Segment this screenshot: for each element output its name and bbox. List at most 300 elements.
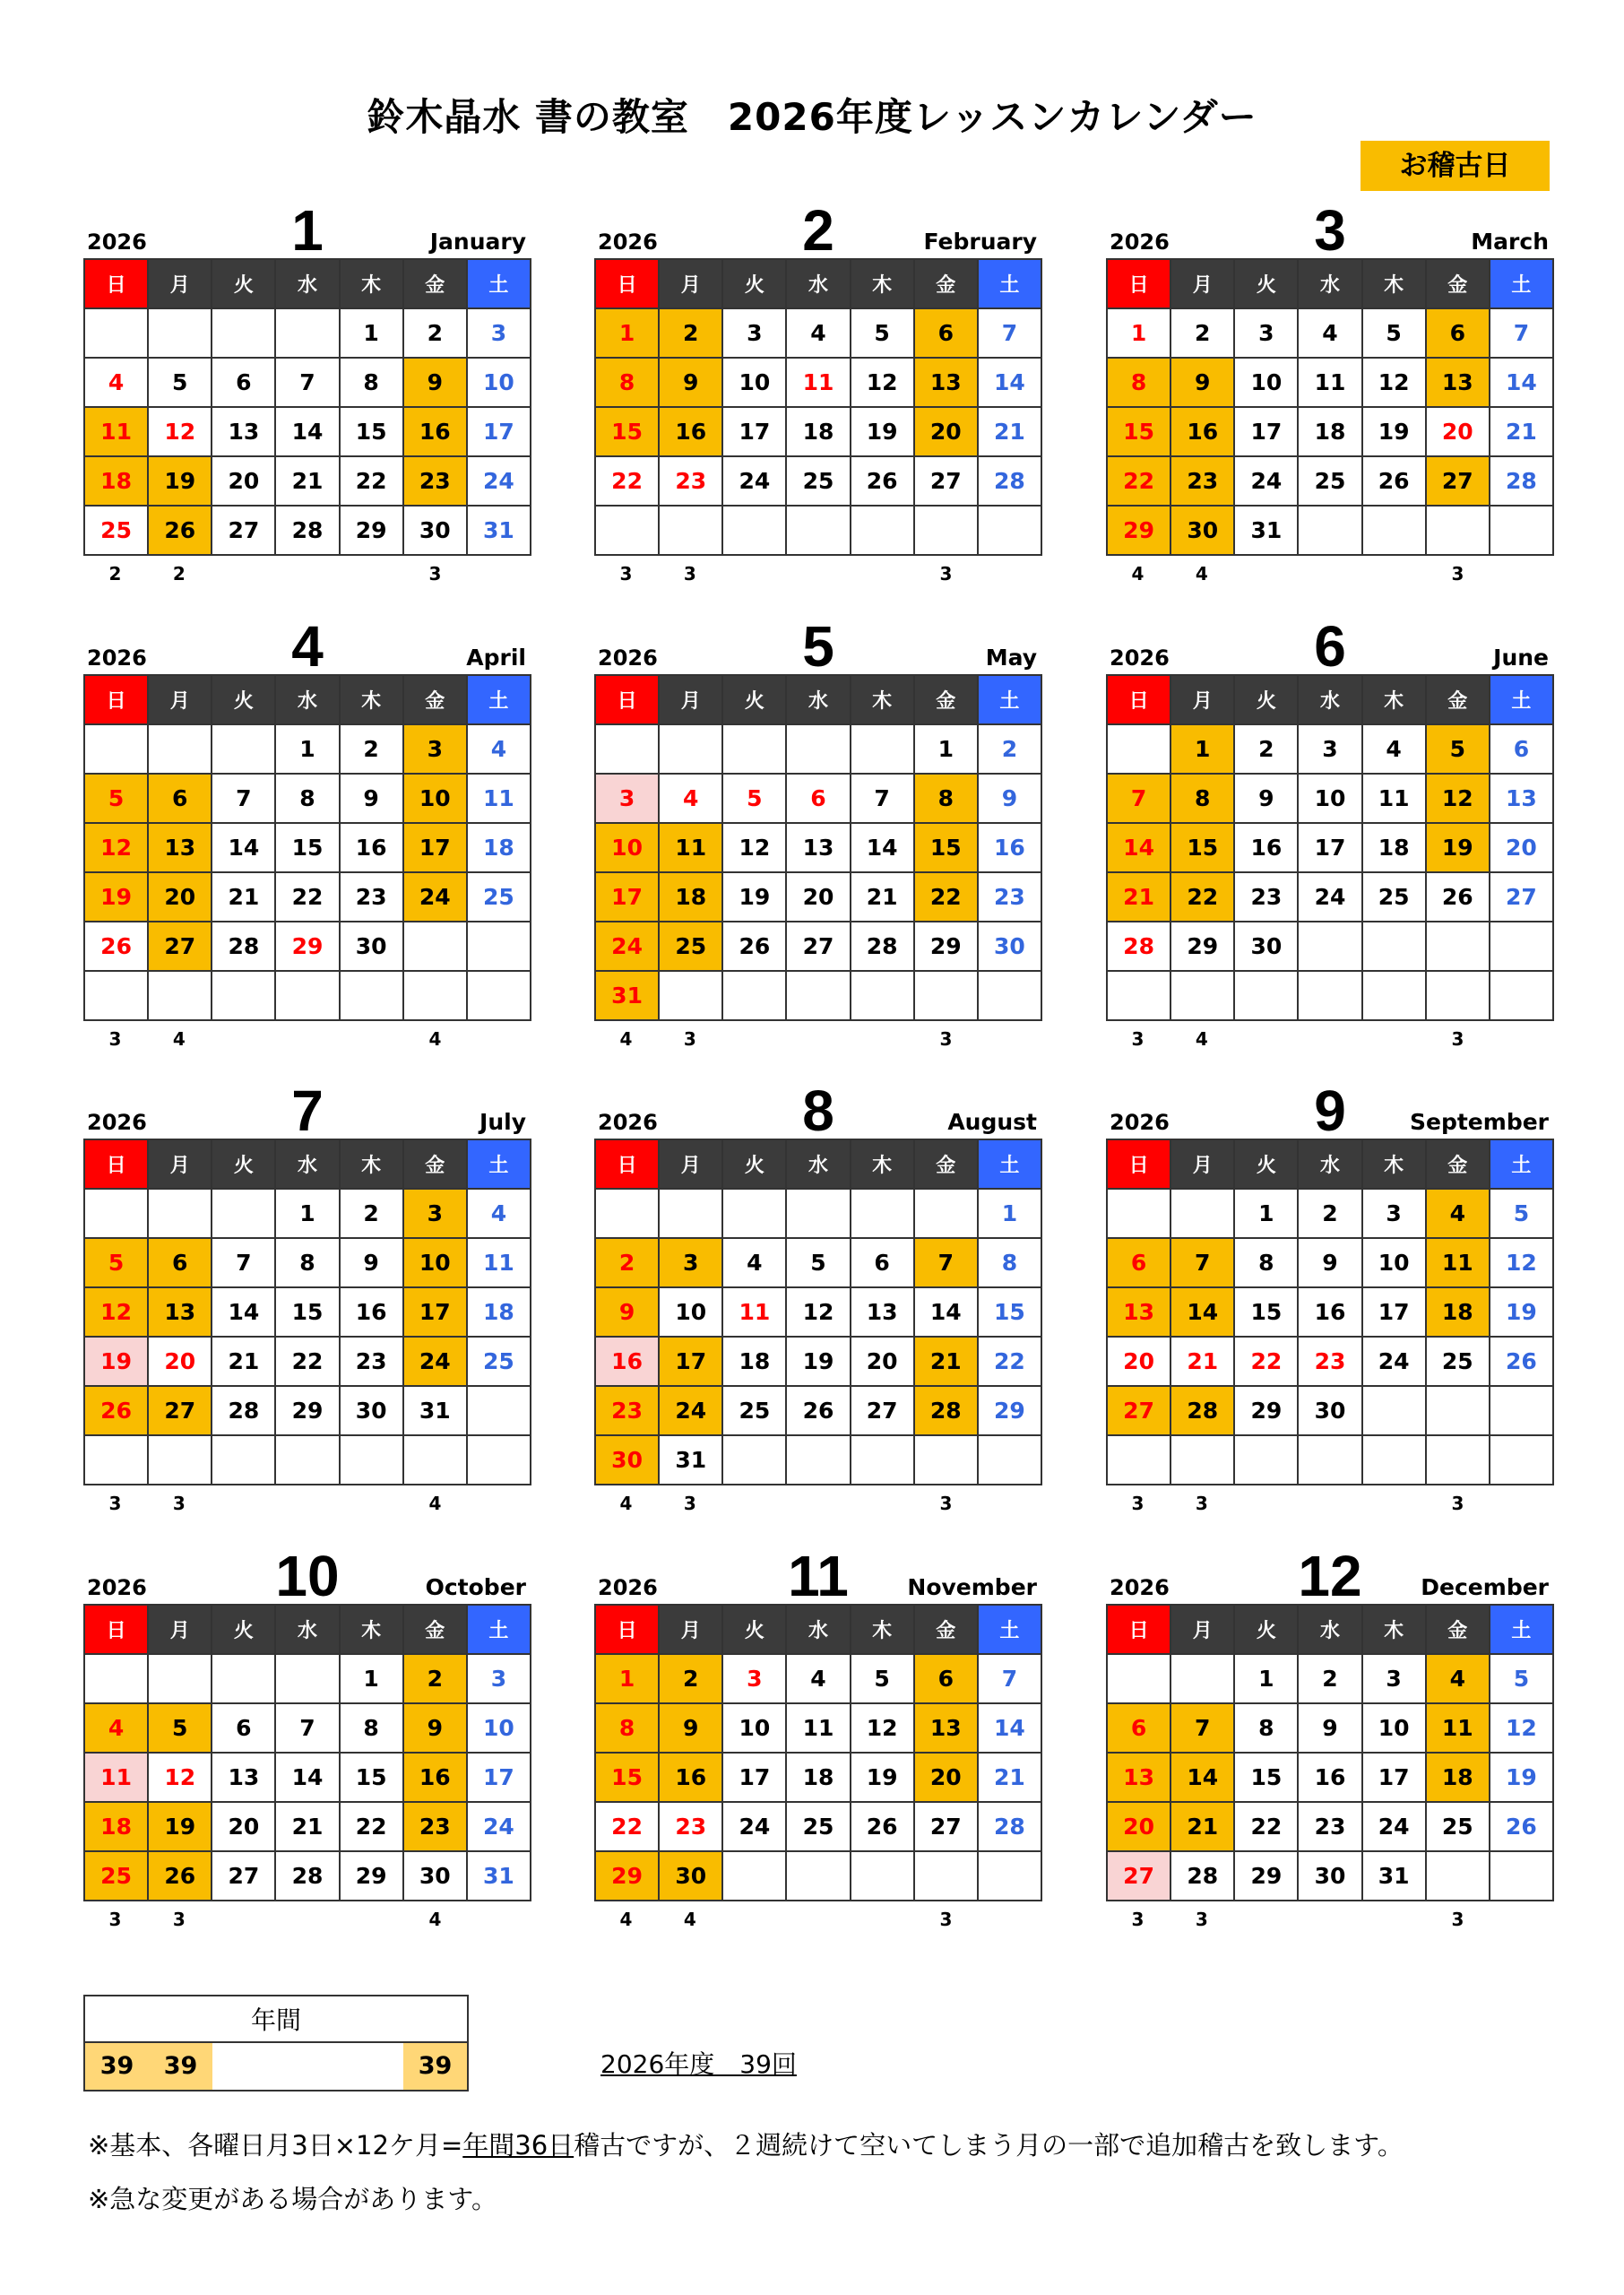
day-cell: 22 <box>595 456 659 506</box>
weekday-header: 土 <box>467 259 531 308</box>
day-cell: 7 <box>978 308 1041 358</box>
weekday-header: 月 <box>1170 1139 1234 1189</box>
weekday-header-row <box>84 675 531 724</box>
day-cell: 21 <box>1107 872 1170 922</box>
day-cell <box>1362 971 1426 1020</box>
week-row <box>84 724 531 774</box>
week-row <box>1107 407 1553 456</box>
day-cell: 16 <box>659 1753 722 1802</box>
weekday-header: 月 <box>659 675 722 724</box>
day-cell: 18 <box>1362 823 1426 872</box>
day-cell: 7 <box>851 774 914 823</box>
day-cell: 7 <box>275 1703 339 1753</box>
week-row <box>595 922 1041 971</box>
day-cell <box>148 308 212 358</box>
day-cell: 16 <box>1234 823 1298 872</box>
day-cell: 27 <box>212 506 275 555</box>
week-row <box>84 1703 531 1753</box>
page-title: 鈴木晶水 書の教室 2026年度レッスンカレンダー <box>367 95 1257 139</box>
day-cell: 26 <box>148 1851 212 1901</box>
day-cell: 15 <box>1170 823 1234 872</box>
weekday-header: 木 <box>1362 1139 1426 1189</box>
month-header <box>594 198 1042 263</box>
day-cell <box>1170 1654 1234 1703</box>
day-cell <box>1362 506 1426 555</box>
day-cell: 4 <box>84 358 148 407</box>
annual-sun: 39 <box>85 2043 149 2090</box>
month-year: 2026 <box>1110 645 1170 671</box>
day-cell: 30 <box>403 1851 467 1901</box>
day-cell: 15 <box>914 823 978 872</box>
day-cell: 9 <box>595 1287 659 1337</box>
week-row <box>84 1189 531 1238</box>
week-row <box>1107 506 1553 555</box>
weekday-header: 月 <box>148 1139 212 1189</box>
month-name: April <box>466 645 526 671</box>
weekday-header: 火 <box>212 259 275 308</box>
weekday-count: 4 <box>1195 1028 1208 1050</box>
day-cell: 30 <box>1170 506 1234 555</box>
day-cell <box>1426 1851 1490 1901</box>
day-cell: 11 <box>1426 1238 1490 1287</box>
day-cell: 29 <box>275 922 339 971</box>
day-cell: 11 <box>1298 358 1361 407</box>
day-cell: 9 <box>340 1238 403 1287</box>
day-cell <box>84 1654 148 1703</box>
weekday-header: 日 <box>1107 1605 1170 1654</box>
weekday-header: 月 <box>659 1605 722 1654</box>
day-cell: 22 <box>340 456 403 506</box>
day-cell: 21 <box>978 1753 1041 1802</box>
month-header <box>594 1544 1042 1608</box>
day-cell: 17 <box>1298 823 1361 872</box>
day-cell: 4 <box>722 1238 786 1287</box>
day-cell: 20 <box>1107 1337 1170 1386</box>
weekday-count: 3 <box>939 563 953 585</box>
day-cell: 2 <box>978 724 1041 774</box>
weekday-header: 木 <box>340 675 403 724</box>
month-name: January <box>429 229 526 255</box>
week-row <box>84 308 531 358</box>
day-cell: 9 <box>340 774 403 823</box>
week-row <box>595 1386 1041 1435</box>
week-row <box>84 1802 531 1851</box>
weekday-header: 日 <box>84 675 148 724</box>
day-cell: 14 <box>1170 1287 1234 1337</box>
week-row <box>84 506 531 555</box>
day-cell: 3 <box>722 1654 786 1703</box>
day-cell <box>403 922 467 971</box>
weekday-header: 金 <box>403 1139 467 1189</box>
day-cell: 17 <box>722 407 786 456</box>
weekday-header: 月 <box>148 259 212 308</box>
day-cell: 4 <box>84 1703 148 1753</box>
month-name: October <box>425 1574 526 1600</box>
weekday-header: 金 <box>914 259 978 308</box>
day-cell <box>1490 1435 1553 1485</box>
day-cell: 10 <box>467 1703 531 1753</box>
day-cell: 26 <box>1362 456 1426 506</box>
day-cell: 29 <box>1107 506 1170 555</box>
day-cell: 29 <box>595 1851 659 1901</box>
day-cell: 16 <box>978 823 1041 872</box>
day-cell: 13 <box>914 358 978 407</box>
day-cell: 14 <box>275 1753 339 1802</box>
day-cell: 11 <box>786 1703 850 1753</box>
week-row <box>84 1851 531 1901</box>
day-cell: 3 <box>403 1189 467 1238</box>
day-cell: 27 <box>212 1851 275 1901</box>
day-cell <box>786 1189 850 1238</box>
day-cell: 30 <box>340 1386 403 1435</box>
weekday-header: 月 <box>659 259 722 308</box>
day-cell: 24 <box>403 1337 467 1386</box>
weekday-count: 4 <box>619 1028 633 1050</box>
annual-fri: 39 <box>403 2043 467 2090</box>
month-number: 5 <box>802 614 834 679</box>
weekday-header: 火 <box>1234 1605 1298 1654</box>
weekday-count: 3 <box>172 1909 186 1930</box>
day-cell <box>1426 1435 1490 1485</box>
month-number: 6 <box>1314 614 1346 679</box>
month-year: 2026 <box>1110 1575 1170 1600</box>
day-cell: 19 <box>722 872 786 922</box>
day-cell: 2 <box>595 1238 659 1287</box>
day-cell: 27 <box>914 456 978 506</box>
day-cell: 10 <box>1362 1703 1426 1753</box>
day-cell: 2 <box>403 308 467 358</box>
day-cell: 26 <box>722 922 786 971</box>
weekday-header-row <box>84 1605 531 1654</box>
day-cell: 26 <box>1490 1337 1553 1386</box>
day-cell: 16 <box>1298 1753 1361 1802</box>
week-row <box>595 1337 1041 1386</box>
week-row <box>595 1238 1041 1287</box>
day-cell <box>467 1435 531 1485</box>
weekday-count: 4 <box>619 1493 633 1514</box>
day-cell: 14 <box>212 823 275 872</box>
day-cell <box>851 1851 914 1901</box>
day-cell <box>1107 1189 1170 1238</box>
day-cell: 19 <box>1426 823 1490 872</box>
weekday-header: 水 <box>275 1139 339 1189</box>
weekday-count: 4 <box>619 1909 633 1930</box>
weekday-header: 火 <box>1234 675 1298 724</box>
annual-values <box>84 2042 468 2091</box>
weekday-header: 土 <box>467 675 531 724</box>
day-cell: 5 <box>851 308 914 358</box>
month-header <box>1106 1544 1554 1608</box>
week-row <box>595 1287 1041 1337</box>
day-cell: 6 <box>914 1654 978 1703</box>
day-cell <box>914 1851 978 1901</box>
day-cell: 10 <box>467 358 531 407</box>
day-cell: 20 <box>914 407 978 456</box>
month-name: November <box>907 1574 1037 1600</box>
weekday-header-row <box>84 1139 531 1189</box>
day-cell: 13 <box>786 823 850 872</box>
day-cell: 29 <box>914 922 978 971</box>
day-cell: 21 <box>212 1337 275 1386</box>
week-row <box>84 774 531 823</box>
weekday-header: 火 <box>212 1605 275 1654</box>
weekday-counts <box>1106 1021 1554 1053</box>
day-cell <box>851 724 914 774</box>
week-row <box>84 971 531 1020</box>
weekday-header: 火 <box>722 259 786 308</box>
day-cell <box>914 1435 978 1485</box>
weekday-header: 金 <box>1426 1139 1490 1189</box>
weekday-header: 木 <box>851 1139 914 1189</box>
weekday-count: 3 <box>108 1028 122 1050</box>
day-cell: 20 <box>1426 407 1490 456</box>
week-row <box>84 456 531 506</box>
month-number: 4 <box>291 614 324 679</box>
day-cell <box>722 506 786 555</box>
weekday-count: 3 <box>1131 1028 1145 1050</box>
week-row <box>1107 308 1553 358</box>
weekday-header: 日 <box>595 259 659 308</box>
day-cell: 15 <box>340 1753 403 1802</box>
week-row <box>595 823 1041 872</box>
day-cell: 3 <box>659 1238 722 1287</box>
day-cell <box>403 971 467 1020</box>
note-basic <box>88 2126 1404 2162</box>
day-cell <box>914 1189 978 1238</box>
weekday-header: 金 <box>1426 259 1490 308</box>
day-cell: 9 <box>978 774 1041 823</box>
month-table <box>83 1139 531 1485</box>
month-table <box>83 674 531 1021</box>
weekday-header: 水 <box>1298 675 1361 724</box>
month-year: 2026 <box>87 645 147 671</box>
day-cell: 8 <box>275 774 339 823</box>
day-cell <box>148 724 212 774</box>
week-row <box>1107 1386 1553 1435</box>
weekday-header: 木 <box>851 259 914 308</box>
day-cell: 8 <box>1234 1703 1298 1753</box>
day-cell <box>914 506 978 555</box>
day-cell: 21 <box>851 872 914 922</box>
weekday-counts <box>594 1901 1042 1934</box>
day-cell: 9 <box>403 1703 467 1753</box>
day-cell: 27 <box>851 1386 914 1435</box>
weekday-header: 木 <box>340 259 403 308</box>
day-cell: 23 <box>659 1802 722 1851</box>
day-cell: 11 <box>467 1238 531 1287</box>
day-cell: 7 <box>1490 308 1553 358</box>
month-header <box>594 614 1042 679</box>
day-cell: 8 <box>340 358 403 407</box>
day-cell: 22 <box>914 872 978 922</box>
day-cell: 29 <box>340 1851 403 1901</box>
day-cell <box>1298 506 1361 555</box>
weekday-header: 日 <box>84 1139 148 1189</box>
day-cell <box>595 1189 659 1238</box>
weekday-count: 3 <box>619 563 633 585</box>
day-cell <box>148 1189 212 1238</box>
day-cell: 19 <box>148 1802 212 1851</box>
day-cell: 6 <box>1107 1238 1170 1287</box>
weekday-count: 4 <box>683 1909 696 1930</box>
day-cell: 24 <box>1234 456 1298 506</box>
month-header <box>83 198 531 263</box>
weekday-count: 3 <box>1195 1909 1208 1930</box>
month-year: 2026 <box>598 1110 658 1135</box>
day-cell <box>84 308 148 358</box>
weekday-header-row <box>595 259 1041 308</box>
weekday-header: 日 <box>84 259 148 308</box>
day-cell: 26 <box>851 1802 914 1851</box>
day-cell: 5 <box>84 1238 148 1287</box>
weekday-count: 3 <box>939 1909 953 1930</box>
day-cell: 23 <box>978 872 1041 922</box>
week-row <box>84 1753 531 1802</box>
day-cell <box>148 971 212 1020</box>
day-cell <box>1298 922 1361 971</box>
day-cell: 20 <box>1107 1802 1170 1851</box>
month-number: 7 <box>291 1078 324 1143</box>
day-cell: 2 <box>340 724 403 774</box>
day-cell: 23 <box>1234 872 1298 922</box>
day-cell <box>851 1435 914 1485</box>
day-cell: 15 <box>340 407 403 456</box>
month-header <box>83 1544 531 1608</box>
week-row <box>595 407 1041 456</box>
weekday-header: 土 <box>978 1139 1041 1189</box>
day-cell: 6 <box>851 1238 914 1287</box>
day-cell: 15 <box>275 823 339 872</box>
day-cell: 24 <box>722 456 786 506</box>
day-cell: 4 <box>1426 1654 1490 1703</box>
weekday-count: 3 <box>1451 1493 1464 1514</box>
day-cell <box>722 1435 786 1485</box>
weekday-count: 3 <box>172 1493 186 1514</box>
day-cell <box>1170 1435 1234 1485</box>
day-cell <box>84 1189 148 1238</box>
day-cell: 22 <box>595 1802 659 1851</box>
day-cell: 10 <box>403 1238 467 1287</box>
day-cell: 6 <box>786 774 850 823</box>
weekday-count: 3 <box>1451 1909 1464 1930</box>
day-cell: 3 <box>1362 1189 1426 1238</box>
day-cell: 21 <box>978 407 1041 456</box>
day-cell: 26 <box>148 506 212 555</box>
week-row <box>1107 1189 1553 1238</box>
day-cell <box>84 1435 148 1485</box>
day-cell: 6 <box>1426 308 1490 358</box>
day-cell: 5 <box>786 1238 850 1287</box>
day-cell: 8 <box>1234 1238 1298 1287</box>
day-cell: 5 <box>1426 724 1490 774</box>
day-cell: 13 <box>148 823 212 872</box>
day-cell: 17 <box>403 1287 467 1337</box>
day-cell: 18 <box>659 872 722 922</box>
month-number: 10 <box>275 1544 340 1608</box>
day-cell <box>978 1851 1041 1901</box>
weekday-counts <box>83 1901 531 1934</box>
week-row <box>595 774 1041 823</box>
week-row <box>595 1802 1041 1851</box>
day-cell <box>659 971 722 1020</box>
day-cell: 14 <box>978 1703 1041 1753</box>
day-cell <box>1170 971 1234 1020</box>
weekday-count: 3 <box>1131 1493 1145 1514</box>
day-cell: 4 <box>467 1189 531 1238</box>
week-row <box>1107 872 1553 922</box>
weekday-header: 火 <box>1234 259 1298 308</box>
day-cell <box>212 724 275 774</box>
day-cell: 21 <box>1170 1802 1234 1851</box>
weekday-count: 3 <box>683 1028 696 1050</box>
day-cell <box>84 724 148 774</box>
week-row <box>595 308 1041 358</box>
weekday-header: 月 <box>1170 675 1234 724</box>
day-cell: 8 <box>978 1238 1041 1287</box>
note-basic-b: 年間36日 <box>462 2130 574 2161</box>
weekday-header: 日 <box>595 1605 659 1654</box>
day-cell: 12 <box>1426 774 1490 823</box>
day-cell: 6 <box>212 358 275 407</box>
day-cell: 11 <box>786 358 850 407</box>
day-cell: 4 <box>1298 308 1361 358</box>
month-8 <box>594 1078 1042 1518</box>
week-row <box>595 1435 1041 1485</box>
weekday-count: 2 <box>172 563 186 585</box>
day-cell: 24 <box>1362 1802 1426 1851</box>
day-cell: 15 <box>978 1287 1041 1337</box>
day-cell: 7 <box>275 358 339 407</box>
day-cell: 20 <box>212 456 275 506</box>
day-cell: 3 <box>467 1654 531 1703</box>
day-cell: 8 <box>275 1238 339 1287</box>
annual-mon: 39 <box>149 2043 212 2090</box>
day-cell: 18 <box>722 1337 786 1386</box>
day-cell: 29 <box>1170 922 1234 971</box>
weekday-header: 火 <box>722 1139 786 1189</box>
day-cell: 5 <box>84 774 148 823</box>
day-cell: 28 <box>275 1851 339 1901</box>
week-row <box>1107 971 1553 1020</box>
day-cell: 13 <box>212 1753 275 1802</box>
month-4 <box>83 614 531 1053</box>
week-row <box>84 1435 531 1485</box>
day-cell: 11 <box>1362 774 1426 823</box>
day-cell: 27 <box>786 922 850 971</box>
day-cell: 27 <box>1426 456 1490 506</box>
day-cell: 19 <box>84 1337 148 1386</box>
weekday-counts <box>1106 1901 1554 1934</box>
month-header <box>1106 1078 1554 1143</box>
weekday-header: 土 <box>1490 259 1553 308</box>
day-cell: 28 <box>978 1802 1041 1851</box>
day-cell <box>212 971 275 1020</box>
day-cell <box>914 971 978 1020</box>
day-cell: 1 <box>978 1189 1041 1238</box>
day-cell <box>722 724 786 774</box>
weekday-header-row <box>1107 259 1553 308</box>
weekday-header: 金 <box>403 1605 467 1654</box>
day-cell <box>1426 1386 1490 1435</box>
month-header <box>1106 614 1554 679</box>
day-cell <box>1426 506 1490 555</box>
weekday-header: 月 <box>659 1139 722 1189</box>
day-cell: 15 <box>1107 407 1170 456</box>
day-cell: 17 <box>467 1753 531 1802</box>
day-cell <box>84 971 148 1020</box>
day-cell: 25 <box>467 872 531 922</box>
day-cell: 12 <box>786 1287 850 1337</box>
